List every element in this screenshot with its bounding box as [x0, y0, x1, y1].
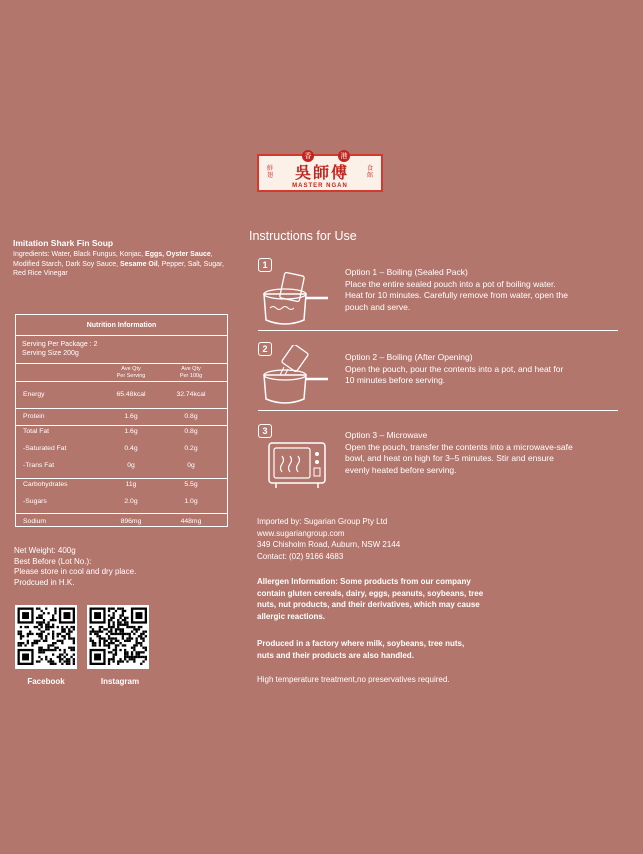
nutrient-per-100g: 0.2g: [184, 445, 198, 452]
step-3-line: Open the pouch, transfer the contents into a microwave-safe: [345, 441, 573, 452]
allergen-ingredient: Oyster Sauce: [166, 251, 211, 258]
allergen-line: nuts, nut products, and their derivatives, which may cause: [257, 600, 480, 609]
step-3-text: [345, 430, 615, 476]
step-2-number: 2: [258, 342, 272, 356]
factory-line: Produced in a factory where milk, soybeans, tree nuts,: [257, 639, 465, 648]
step-3-line: evenly heated before serving.: [345, 464, 457, 475]
step-3-line: bowl, and heat on high for 3–5 minutes. Stir and ensure: [345, 453, 554, 463]
nutrient-per-serving: 1.6g: [124, 428, 138, 435]
importer-info: [257, 516, 400, 562]
microwave-icon: [268, 442, 326, 490]
facebook-label: Facebook: [27, 677, 65, 686]
nutrition-rows: [16, 382, 227, 531]
servings-per-package: Serving Per Package : 2: [22, 341, 98, 348]
col-per-serving: Ave Qty Per Serving: [116, 366, 146, 379]
net-weight: Net Weight: 400g: [14, 546, 76, 555]
instagram-label: Instagram: [100, 677, 140, 686]
allergen-ingredient: Eggs,: [145, 251, 165, 258]
nutrient-per-100g: 0g: [187, 462, 195, 469]
nutrient-per-100g: 448mg: [180, 518, 202, 525]
nutrient-per-100g: 32.74kcal: [176, 391, 206, 398]
package-info: [14, 546, 136, 588]
logo-dot-left: 香: [302, 150, 314, 162]
logo-chinese-name: 吳師傅: [294, 163, 349, 182]
step-2-heading: Option 2 – Boiling (After Opening): [345, 352, 473, 362]
serving-size: Serving Size 200g: [22, 349, 79, 357]
step-1-number: 1: [258, 258, 272, 272]
step-2-line: 10 minutes before serving.: [345, 375, 446, 385]
serving-info: [16, 336, 227, 364]
logo-dot-right: 港: [338, 150, 350, 162]
divider: [258, 330, 618, 331]
treatment-note: High temperature treatment,no preservatives required.: [257, 675, 450, 684]
nutrition-group: [16, 382, 227, 409]
nutrient-per-serving: 0g: [127, 462, 135, 469]
factory-line: nuts and their products are also handled.: [257, 650, 414, 660]
allergen-line: Allergen Information: Some products from our company: [257, 577, 471, 586]
nutrient-per-serving: 65.48kcal: [116, 391, 146, 398]
nutrition-group: [16, 426, 227, 479]
nutrient-label: Energy: [23, 391, 45, 398]
ingredient-text: Ingredients: Water, Black Fungus, Konjac,: [13, 251, 146, 258]
step-1-line: Heat for 10 minutes. Carefully remove from water, open the: [345, 290, 568, 300]
step-1-text: [345, 267, 615, 313]
logo-side-right: 食 館: [366, 165, 373, 179]
nutrition-group: [16, 409, 227, 426]
importer-address: 349 Chisholm Road, Auburn, NSW 2144: [257, 540, 401, 549]
pour-into-pot-icon: [260, 345, 332, 407]
step-2-text: [345, 352, 615, 387]
nutrient-per-serving: 11g: [125, 481, 137, 488]
nutrient-per-100g: 5.5g: [184, 481, 198, 488]
step-2-line: Open the pouch, pour the contents into a pot, and heat for: [345, 363, 564, 374]
nutrient-label: -Trans Fat: [23, 462, 55, 469]
step-3-number: 3: [258, 424, 272, 438]
logo-side-left: 鮮 翅: [266, 165, 273, 179]
nutrient-label: -Sugars: [23, 498, 47, 505]
allergen-line: contain gluten cereals, dairy, eggs, peanuts, soybeans, tree: [257, 588, 484, 598]
nutrient-per-serving: 896mg: [120, 518, 142, 525]
origin: Prodcued in H.K.: [14, 577, 75, 587]
factory-notice: [257, 638, 557, 661]
nutrient-per-100g: 1.0g: [184, 498, 198, 505]
nutrient-per-100g: 0.8g: [184, 413, 198, 420]
step-1-heading: Option 1 – Boiling (Sealed Pack): [345, 267, 468, 277]
instagram-qr-code[interactable]: [87, 605, 149, 669]
product-title: Imitation Shark Fin Soup: [13, 238, 114, 248]
nutrient-per-serving: 1.6g: [124, 413, 138, 420]
allergen-info: [257, 576, 557, 622]
nutrient-per-serving: 2.0g: [124, 498, 138, 505]
instructions-title: Instructions for Use: [249, 229, 357, 243]
nutrition-group: [16, 514, 227, 531]
nutrient-label: Sodium: [23, 518, 47, 525]
pot-boiling-icon: [260, 272, 332, 330]
col-per-100g: Ave Qty Per 100g: [179, 366, 203, 379]
nutrient-per-100g: 0.8g: [184, 428, 198, 435]
nutrient-label: -Saturated Fat: [23, 445, 67, 452]
nutrition-title: Nutrition Information: [16, 315, 227, 336]
divider: [258, 410, 618, 411]
storage-instructions: Please store in cool and dry place.: [14, 567, 137, 576]
nutrition-panel: [15, 314, 228, 527]
importer-contact: Contact: (02) 9166 4683: [257, 551, 344, 561]
step-1-line: Place the entire sealed pouch into a pot of boiling water.: [345, 278, 556, 289]
importer-website[interactable]: www.sugariangroup.com: [257, 528, 345, 538]
brand-logo: [257, 154, 383, 192]
step-1-line: pouch and serve.: [345, 301, 411, 312]
step-3-heading: Option 3 – Microwave: [345, 430, 428, 440]
allergen-ingredient: Sesame Oil: [120, 260, 158, 268]
facebook-qr-code[interactable]: [15, 605, 77, 669]
importer-name: Imported by: Sugarian Group Pty Ltd: [257, 517, 388, 526]
allergen-line: allergic reactions.: [257, 611, 326, 621]
nutrition-group: [16, 479, 227, 514]
nutrient-label: Protein: [23, 413, 45, 420]
ingredients-text: [13, 250, 233, 279]
nutrient-per-serving: 0.4g: [124, 445, 138, 452]
ingredient-text: , Modified Starch, Dark Soy Sauce,: [13, 251, 213, 268]
best-before: Best Before (Lot No.):: [14, 556, 92, 566]
ingredient-text: , Pepper, Salt, Sugar, Red Rice Vinegar: [13, 260, 224, 277]
logo-english-name: MASTER NGAN: [292, 183, 348, 189]
nutrient-label: Total Fat: [23, 428, 50, 435]
nutrient-label: Carbohydrates: [23, 481, 68, 488]
nutrition-header-row: [16, 364, 227, 382]
